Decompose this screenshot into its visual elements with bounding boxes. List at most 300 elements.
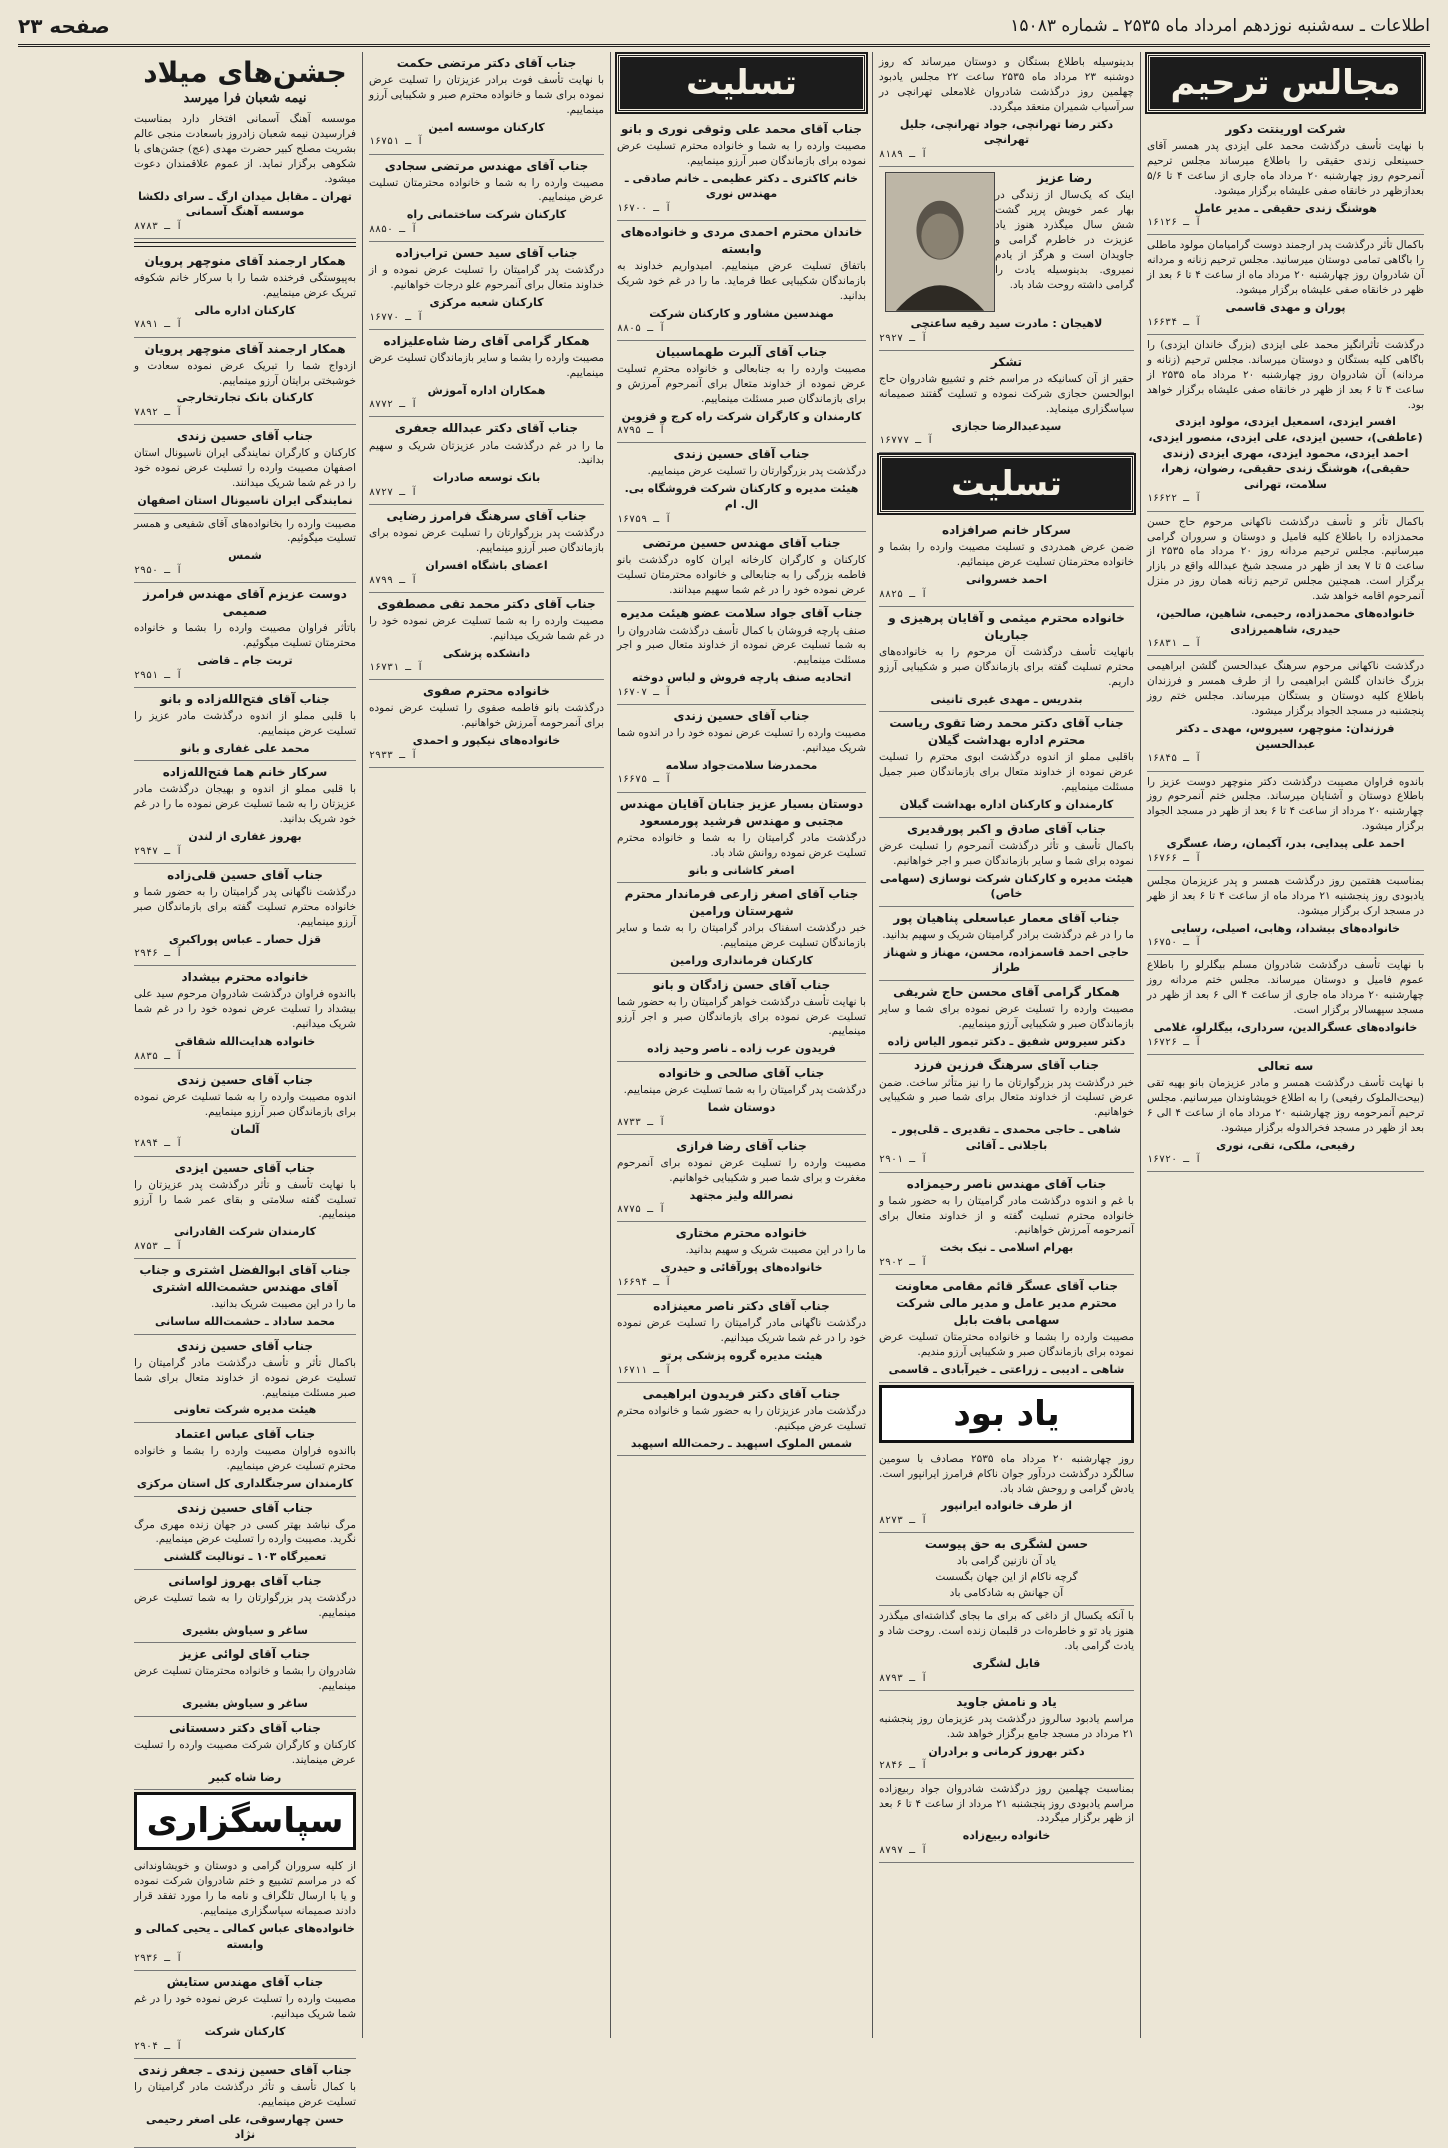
poem-line: یاد آن نازنین گرامی باد [957, 1555, 1056, 1568]
notice-heading: سه تعالی [1257, 1058, 1314, 1073]
notice-signature: حاجی احمد قاسمزاده، محسن، مهناز و شهناز طراز [884, 945, 1129, 975]
notice-body: با نهایت تأسف درگذشت همسر و مادر عزیزمان بانو بهیه تقی (بیحت‌الملوک رفیعی) را به اطلاع خویشاوندان میرسانیم. مجلس ترحیم آنمرحومه روز چهارشنبه ۲۰ مرداد ماه از ساعت ۴ الی ۶ بعد از ظهر در مسجد فخرالدوله برگزار میشود. [1147, 1076, 1424, 1134]
notice-signature: خانواده ربیع‌زاده [962, 1829, 1051, 1843]
spas-code: آ ـ ۲۹۳۶ [134, 1953, 183, 1965]
notice-heading: خاندان محترم احمدی مردی و خانواده‌های وابسته [620, 225, 863, 257]
notice-body: درگذشت ناگهانی پدر گرامیتان را به حضور شما و خانواده محترم تسلیت گفته برای بازماندگان صبر آرزو مینماییم. [134, 885, 356, 928]
notice [1147, 235, 1424, 334]
notice-body: بمناسبت هفتمین روز درگذشت همسر و پدر عزیزمان مجلس یادبودی روز پنجشنبه ۲۱ مرداد ماه از ساعت ۴ تا ۶ بعد از ظهر در مسجد ارک برگزار میشود. [1147, 874, 1424, 917]
notice-heading: حسن لشگری به حق پیوست [924, 1537, 1089, 1552]
notice-heading: شرکت اورینتت دکور [1225, 122, 1346, 136]
notice-signature: کارمندان و کارگران شرکت راه کرج و قزوین [621, 409, 862, 423]
notice-signature: بهرام اسلامی ـ نیک بخت [939, 1241, 1074, 1255]
notice-code: آ ـ ۸۷۹۵ [617, 425, 666, 437]
notice-signature: حسن چهارسوقی، علی اصغر رحیمی نژاد [145, 2112, 345, 2142]
notice-signature: هیئت مدیره گروه پزشکی پرتو [660, 1348, 823, 1362]
notice-body: بااندوه فراوان درگذشت شادروان مرحوم سید علی بیشداد را تسلیت عرض نموده خود را در غم شما شریک میدانیم. [134, 988, 356, 1031]
notice-signature: دانشکده پزشکی [442, 646, 531, 660]
notice [617, 1383, 866, 1456]
notice-heading: سرکار خانم صرافزاده [942, 523, 1071, 538]
notice-heading: جناب آقای مهندس حسین مرتضی [642, 535, 841, 550]
notice [1147, 955, 1424, 1054]
notice-body: درگذشت پدر بزرگوارتان را به شما تسلیت عرض مینماییم. [134, 1592, 356, 1619]
notice [617, 793, 866, 883]
notice-heading: خانواده محترم صفوی [423, 684, 550, 699]
notice-signature: احمد علی پیدایی، بدر، آکیمان، رضا، عسگری [1166, 837, 1405, 851]
notice-body: مراسم یادبود سالروز درگذشت پدر عزیزمان روز پنجشنبه ۲۱ مرداد در مسجد جامع برگزار خواهد شد. [879, 1713, 1134, 1740]
notice-signature: بانک توسعه صادرات [432, 471, 541, 485]
notice-body: مصیبت وارده را بشما و سایر بازماندگان تسلیت عرض مینماییم. [369, 351, 604, 379]
notice [617, 1295, 866, 1383]
misc-top-notices [369, 52, 604, 768]
notice-heading: یاد و نامش جاوید [956, 1695, 1057, 1709]
notice-body: درگذشت پدر بزرگوارتان را تسلیت عرض مینماییم. [647, 465, 866, 478]
notice-body: درگذشت مادر عزیزتان را به حضور شما و خانواده محترم تسلیت عرض میکنیم. [617, 1404, 866, 1432]
notice-code: آ ـ ۸۷۸۳ [134, 220, 183, 232]
notice-signature: کارکنان موسسه امین [428, 120, 545, 134]
notice-body: صنف پارچه فروشان با کمال تأسف درگذشت شادروان را به شما تسلیت عرض نموده از خداوند متعال صبر و اجر مسئلت مینماییم. [617, 624, 866, 667]
photo-notice-heading: رضا عزیز [1037, 171, 1092, 186]
notice [879, 907, 1134, 981]
notice [134, 688, 356, 761]
notice-signature: کارمندان سرجنگلداری کل استان مرکزی [136, 1476, 354, 1490]
notice [134, 425, 356, 513]
notice-signature: مهندسین مشاور و کارکنان شرکت [649, 307, 834, 321]
notice-heading: جناب آقای جواد سلامت عضو هیئت مدیره [620, 606, 863, 621]
notice-heading: جناب آقای حسین زندی [176, 1338, 314, 1353]
notice-signature: کارمندان و کارکنان اداره بهداشت گیلان [899, 798, 1114, 812]
notice [1147, 118, 1424, 235]
notice [879, 607, 1134, 712]
notice-signature: خانواده‌های بیشداد، وهابی، اصیلی، رسایی [1170, 921, 1401, 935]
notice [617, 602, 866, 705]
tasliat-notices-center [879, 519, 1134, 1382]
notice-code: آ ـ ۱۶۸۴۵ [1147, 753, 1202, 765]
thanks-notice [879, 351, 1134, 454]
notice-signature: هیئت مدیره و کارکنان شرکت نوسازی (سهامی خاص) [879, 871, 1134, 901]
notice-code: آ ـ ۲۸۴۶ [879, 1760, 928, 1772]
notice [879, 712, 1134, 817]
notice [879, 519, 1134, 607]
notice-body: با نهایت تأسف و تأثر درگذشت پدر عزیزتان را تسلیت گفته سلامتی و بقای عمر شما را آرزو مینماییم. [134, 1178, 356, 1221]
notice [617, 1062, 866, 1135]
notice-heading: جناب آقای دکتر مرتضی حکمت [396, 56, 577, 70]
thanks-heading: تشکر [990, 354, 1023, 369]
notice-signature: اصغر کاشانی و بانو [688, 863, 795, 877]
notice-heading: جناب آقای مهندس ناصر رحیمزاده [906, 1176, 1107, 1191]
notice-code: آ ـ ۱۶۶۲۲ [1147, 493, 1202, 505]
notice-code: آ ـ ۲۹۵۱ [134, 669, 183, 681]
spasgozari-banner: سپاسگزاری [134, 1792, 356, 1850]
notice-body: مصیبت وارده را به جنابعالی و خانواده محترم تسلیت عرض نموده از خداوند متعال برای آنمرحوم آمرزش و برای بازماندگان صبر مسئلت مینماییم. [617, 362, 866, 405]
poem-line: آن جهانش به شادکامی باد [949, 1586, 1064, 1599]
notice-code: آ ـ ۱۶۶۹۴ [617, 1276, 672, 1288]
notice-signature: همکاران اداره آموزش [427, 383, 546, 397]
birthday-notices [134, 109, 356, 239]
notice-signature: تعمیرگاه ۱۰۳ ـ تونالیت گلشنی [163, 1550, 327, 1564]
notice-code: آ ـ ۲۹۳۳ [369, 749, 418, 761]
notice [617, 974, 866, 1062]
notice-body: درگذشت ناگهانی مادر گرامیتان را تسلیت عرض نموده خود را در غم شما شریک میدانیم. [617, 1317, 866, 1345]
notice [134, 1643, 356, 1716]
notice-body: ما را در این مصیبت شریک بدانید. [211, 1298, 356, 1311]
notice-code: آ ـ ۱۶۷۱۱ [617, 1364, 672, 1376]
notice-heading: همکار ارجمند آقای منوچهر پرویان [144, 253, 346, 268]
notice [879, 1275, 1134, 1383]
notice-body: باتأثر فراوان مصیبت وارده را بشما و خانواده محترمتان تسلیت میگوئیم. [134, 622, 356, 650]
notice-body: مصیبت وارده را بخانواده‌های آقای شفیعی و همسر تسلیت میگوئیم. [134, 517, 356, 545]
notice-heading: جناب آقای فتح‌الله‌زاده و بانو [160, 691, 330, 706]
notice-signature: نمایندگی ایران ناسیونال استان اصفهان [137, 493, 353, 507]
notice-signature: تربت جام ـ قاضی [197, 654, 293, 668]
notice-signature: اتحادیه صنف پارچه فروش و لباس دوخته [631, 671, 852, 685]
notice-signature: بتدریس ـ مهدی غیری تانینی [930, 692, 1083, 706]
notice-signature: خانواده‌های پورآقائی و حیدری [660, 1261, 823, 1275]
notice [1147, 335, 1424, 512]
notice-heading: جناب آقای ابوالفضل اشتری و جناب آقای مهندس حشمت‌الله اشتری [139, 1263, 351, 1295]
notice-signature: شمس [228, 549, 262, 563]
notice-body: با نهایت تأسف درگذشت خواهر گرامیتان را به حضور شما تسلیت عرض نموده برای بازماندگان صبر و اجر آرزو مینماییم. [617, 995, 866, 1038]
notice-code: آ ـ ۲۹۴۶ [134, 948, 183, 960]
photo-notice-body: اینک که یک‌سال از زندگی در بهار عمر خویش پرپر گشت شش سال میگذرد هنوز یاد عزیزت در خاطرم گرامی و جاویدان است و هرگز از یادم نمیروی. بدینوسیله یادت را گرامی داشته روحت شاد باد. [995, 189, 1134, 291]
notice-code: آ ـ ۲۸۹۴ [134, 1138, 183, 1150]
notice-heading: همکار گرامی آقای محسن حاج شریفی [893, 985, 1120, 1000]
notice-body: ازدواج شما را تبریک عرض نموده سعادت و خوشبختی برایتان آرزو مینماییم. [134, 359, 356, 387]
notice-signature: کارکنان شرکت [204, 2025, 286, 2039]
page-number: صفحه ۲۳ [18, 14, 110, 38]
notice [617, 221, 866, 341]
notice-body: باکمال تأثر و تأسف درگذشت مادر گرامیتان را تسلیت عرض نموده از خداوند متعال برای شما صبر مسئلت مینماییم. [134, 1356, 356, 1399]
notice-signature: فریدون عرب زاده ـ ناصر وحید زاده [647, 1042, 836, 1056]
notice-body: باکمال تأثر درگذشت پدر ارجمند دوست گرامیامان مولود ماطلی را باگاهی تمامی دوستان میرسانید. مجلس ترحیم زنانه و مردانه آن شادروان روز چهارشنبه ۲۰ مرداد ماه از ساعت ۴ تا ۶ بعد از ظهر در خانقاه صفی علیشاه برگزار میشود. [1147, 239, 1425, 297]
notice [879, 1449, 1134, 1534]
notice-heading: جناب آقای اصغر زارعی فرماندار محترم شهرستان ورامین [624, 887, 859, 919]
notice-body: باقلبی مملو از اندوه درگذشت ابوی محترم را تسلیت عرض نموده از خداوند متعال برای بازماندگان صبر جمیل مسئلت مینماییم. [879, 751, 1134, 794]
notice-heading: جناب آقای دکتر محمد رضا تقوی ریاست محترم اداره بهداشت گیلان [889, 716, 1124, 748]
notice-signature: نصرالله ولیز مجتهد [689, 1188, 794, 1202]
notice-heading: جناب آقای محمد علی وثوقی نوری و بانو [620, 122, 863, 136]
notice-signature: شاهی ـ ادیبی ـ زراعتی ـ خیرآبادی ـ قاسمی [888, 1363, 1125, 1377]
birthday-title: جشن‌های میلاد [143, 56, 347, 89]
tasliat-notices [617, 118, 866, 1456]
notice [134, 1069, 356, 1157]
notice [134, 1717, 356, 1790]
notice-code: آ ـ ۸۷۷۵ [617, 1204, 666, 1216]
notice-code: آ ـ ۸۸۵۰ [369, 224, 418, 235]
notice [617, 443, 866, 531]
notice-code: آ ـ ۸۷۲۷ [369, 486, 418, 498]
photo-notice [879, 167, 1134, 351]
yadbud-banner: یاد بود [879, 1385, 1134, 1443]
notice-body: با کمال تأسف و تأثر درگذشت مادر گرامیتان را تسلیت عرض مینماییم. [134, 2081, 356, 2108]
thanks-code: آ ـ ۱۶۷۷۷ [879, 435, 934, 447]
notice [134, 761, 356, 864]
notice [879, 981, 1134, 1054]
notice-heading: همکار ارجمند آقای منوچهر پرویان [144, 341, 346, 356]
notice [617, 1222, 866, 1295]
page-header [18, 8, 1430, 47]
notice-heading: جناب آقای حسن زادگان و بانو [652, 977, 831, 992]
notice-heading: جناب آقای دکتر دسستانی [169, 1720, 321, 1735]
notice-body: مصیبت وارده را تسلیت عرض نموده خود را در غم شما شریک میدانیم. [134, 1993, 356, 2021]
notice-signature: هوشنگ زندی حقیقی ـ مدیر عامل [1194, 201, 1377, 215]
notice [134, 1423, 356, 1496]
notice-heading: جناب آقای حسین زندی [176, 1072, 314, 1087]
notice-heading: جناب آقای حسین زندی [673, 709, 810, 724]
notice-body: درگذشت بانو فاطمه صفوی را تسلیت عرض نموده برای آنمرحومه آمرزش خواهانیم. [369, 702, 604, 730]
notice-heading: جناب آقای دکتر محمد تقی مصطفوی [377, 596, 596, 611]
portrait-icon [886, 173, 994, 311]
notice-heading: جناب آقای حسین زندی ـ جعفر زندی [138, 2063, 352, 2078]
column-birthday [128, 52, 362, 2142]
notice-code: آ ـ ۱۶۷۰۰ [617, 203, 672, 215]
notice-signature: کارکنان شرکت ساختمانی راه [406, 208, 567, 222]
notice-code: آ ـ ۱۶۷۵۱ [369, 136, 424, 148]
notice-body: مصیبت وارده را به شما و خانواده محترم تسلیت عرض نموده برای بازماندگان صبر آرزو مینماییم. [617, 140, 866, 167]
column-tasliat [610, 52, 872, 2038]
notice [879, 818, 1134, 907]
notice-body: ضمن عرض همدردی و تسلیت مصیبت وارده را بشما و خانواده محترمتان تسلیت عرض مینمائیم. [879, 541, 1134, 569]
notice-heading: خانواده محترم مختاری [675, 1226, 808, 1241]
notice-signature: کارکنان شعبه مرکزی [429, 296, 544, 310]
notice-body: درگذشت تأثرانگیز محمد علی ایزدی (بزرگ خاندان ایزدی) را باگاهی کلیه بستگان و دوستان میرساند. مجلس ترحیم (زنانه و مردانه) آن شادروان روز چهارشنبه ۲۰ مرداد ماه ۲۵۳۵ از ساعت ۴ تا ۶ بعد از ظهر در خانقاه صفی علیشاه برگزار خواهد بود. [1147, 338, 1424, 411]
notice-body: مصیبت وارده را به شما و خانواده محترمتان تسلیت عرض مینماییم. [369, 176, 604, 204]
notice [617, 1135, 866, 1223]
notice-heading: جناب آقای صادق و اکبر پورقدیری [906, 821, 1107, 836]
notice-code: آ ـ ۱۶۶۳۴ [1147, 316, 1202, 328]
notice-body: کارکنان و کارگران شرکت مصیبت وارده را تسلیت عرض مینمایند. [134, 1738, 356, 1766]
notice-signature: بهروز غفاری از لندن [188, 830, 302, 844]
notice-heading: جناب آقای حسین زندی [176, 429, 314, 444]
notice-heading: جناب آقای لوائی عزیز [179, 1647, 311, 1662]
notice [134, 1335, 356, 1423]
notice-signature: قزل حصار ـ عباس پوراکبری [168, 932, 322, 946]
notice-heading: جناب آقای حسین زندی [673, 447, 810, 462]
notice-body: با نهایت تأسف درگذشت شادروان مسلم بیگلرلو را باطلاع عموم فامیل و دوستان میرساند. مجلس ختم مردانه روز چهارشنبه ۲۰ مرداد ماه جاری از ساعت ۴ الی ۶ بعد از ظهر در مسجد سپهسالار برگزار است. [1147, 959, 1425, 1017]
yadbud-notices [879, 1449, 1134, 1863]
col1-more-notices [134, 1971, 356, 2148]
notice-code: آ ـ ۱۶۷۳۱ [369, 662, 424, 674]
spas-notice [134, 1856, 356, 1971]
column-majales [1140, 52, 1430, 2038]
notice [134, 514, 356, 584]
notice-body: با نهایت تأسف درگذشت محمد علی ایزدی پدر همسر آقای حسینعلی زندی حقیقی را باطلاع میرساند مجلس ترحیم آنمرحوم روز چهارشنبه ۲۰ مرداد ماه جاری از ساعت ۴ تا ۵/۶ بعدازظهر در خانقاه صفی علیشاه برگزار میشود. [1147, 140, 1425, 197]
notice-body: درگذشت مادر گرامیتان را به شما و خانواده محترم تسلیت عرض نموده روانش شاد باد. [617, 831, 866, 859]
notice-code: آ ـ ۱۶۷۵۹ [617, 513, 672, 525]
notice-signature: خانواده‌های عسگرالدین، سرداری، بیگلرلو، غلامی [1153, 1021, 1418, 1035]
notice [617, 341, 866, 444]
notice-signature: دوستان شما [707, 1100, 776, 1114]
notice-body: درگذشت ناکهانی مرحوم سرهنگ عبدالحسن گلشن ابراهیمی بزرگ خاندان گلشن ابراهیمی را از طرف همسر و فرزندان باطلاع کلیه دوستان و بستگان میرساند. مجلس ختم روز پنجشنبه در مسجد الجواد برگزار میشود. [1147, 660, 1424, 718]
notice [134, 1259, 356, 1335]
notice-code: آ ـ ۱۶۷۰۷ [617, 686, 672, 698]
notice-heading: دوست عزیزم آقای مهندس فرامرز صمیمی [143, 587, 347, 619]
notice-heading: جناب آقای دکتر عبدالله جعفری [394, 421, 579, 436]
notice-heading: سرکار خانم هما فتح‌الله‌زاده [162, 765, 328, 780]
notice-signature: ساغر و سیاوش بشیری [182, 1697, 308, 1711]
notice [369, 593, 604, 681]
birthday-subtitle: نیمه شعبان فرا میرسد [183, 91, 307, 106]
notice [369, 155, 604, 243]
notice-signature: دکتر سیروس شفیق ـ دکتر تیمور الیاس زاده [887, 1034, 1126, 1048]
notice [617, 883, 866, 973]
notice-heading: جناب آقای معمار عباسعلی پناهیان پور [893, 910, 1120, 925]
notice-body: ما را در این مصیبت شریک و سهیم بدانید. [685, 1244, 866, 1257]
notice [1147, 656, 1424, 771]
notice [879, 1054, 1134, 1172]
intro-body: بدینوسیله باطلاع بستگان و دوستان میرساند که روز دوشنبه ۲۳ مرداد ماه ۲۵۳۵ ساعت ۲۲ مجلس یادبود چهلمین روز درگذشت شادروان غلامعلی تهرانچی در سرآسیاب شمیران منعقد میگردد. [879, 56, 1135, 113]
notice-signature: افسر ایزدی، اسمعیل ایزدی، مولود ایزدی (عاطفی)، حسین ایزدی، علی ایزدی، منصور ایزدی، احمد ایزدی، محمود ایزدی، مهری ایزدی (زندی حقیقی)، هوشنگ زندی حقیقی، رضوان، زهرا، سلامت، تهرانی [1148, 415, 1423, 491]
divider [134, 242, 356, 247]
notice-body: بااندوه فراوان مصیبت وارده را بشما و خانواده محترم تسلیت عرض مینماییم. [134, 1445, 356, 1473]
notice-code: آ ـ ۸۸۰۵ [617, 322, 666, 334]
notice-code: آ ـ ۸۷۹۳ [879, 1672, 928, 1684]
notice [134, 338, 356, 426]
notice [369, 242, 604, 330]
notice-heading: جناب آقای سرهنگ فرزین فرزد [914, 1058, 1099, 1073]
notice-body: موسسه آهنگ آسمانی افتخار دارد بمناسبت فرارسیدن نیمه شعبان زادروز باسعادت منجی عالم بشریت مصلح کبیر حضرت مهدی (عج) جشن‌های با شکوهی برگزار نماید. از عموم علاقمندان دعوت میشود. [134, 113, 356, 185]
notice-signature: هیئت مدیره شرکت تعاونی [173, 1403, 317, 1417]
notice-code: آ ـ ۷۸۹۱ [134, 319, 183, 331]
notice-body: با قلبی مملو از اندوه و بهیجان درگذشت مادر عزیزتان را به شما تسلیت عرض نموده ما را در غم خود شریک بدانید. [134, 783, 356, 826]
notice [369, 680, 604, 768]
majales-tarhim-banner: مجالس ترحیم [1147, 54, 1424, 112]
notice-code: آ ـ ۱۶۷۲۰ [1147, 1154, 1202, 1166]
notice [369, 330, 604, 418]
notice-signature: خانواده هدایت‌الله شقاقی [174, 1035, 316, 1049]
notice-body: با نهایت تأسف فوت برادر عزیزتان را تسلیت عرض نموده برای شما و خانواده محترم صبر و شکیبایی آرزو مینماییم. [369, 74, 604, 116]
notice-body: مرگ نباشد بهتر کسی در جهان زنده مهری مرگ نگرید. مصیبت وارده را تسلیت عرض مینماییم. [134, 1518, 356, 1546]
notice [134, 1497, 356, 1570]
notice-heading: دوستان بسیار عزیز جنابان آقایان مهندس مجتبی و مهندس فرشید پورمسعود [619, 796, 864, 828]
notice-code: آ ـ ۱۶۷۶۶ [1147, 852, 1202, 864]
notice-heading: جناب آقای آلبرت طهماسبیان [655, 344, 828, 359]
notice-signature: از طرف خانواده ایرانپور [941, 1499, 1072, 1513]
notice-signature: آلمان [230, 1122, 260, 1136]
notice-signature: محمد علی غفاری و بانو [180, 741, 310, 755]
portrait-photo [885, 172, 995, 312]
notice-body: درگذشت پدر بزرگوارتان را تسلیت عرض نموده برای بازماندگان صبر آرزو مینماییم. [369, 527, 604, 555]
notice [134, 583, 356, 688]
notice-code: آ ـ ۸۷۷۲ [369, 399, 418, 411]
notice-heading: همکار گرامی آقای رضا شاه‌علیزاده [383, 333, 590, 348]
notice-heading: جناب آقای بهروز لواسانی [168, 1573, 322, 1588]
notice-code: آ ـ ۱۶۱۲۶ [1147, 217, 1202, 229]
notice-code: آ ـ ۲۹۴۷ [134, 845, 183, 857]
notice-code: آ ـ ۲۹۰۴ [134, 2040, 183, 2052]
intro-signature: دکتر رضا تهرانچی، جواد تهرانچی، جلیل تهرانچی [899, 117, 1114, 147]
notice-signature: کارکنان بانک تجارتخارجی [176, 391, 314, 405]
notice-body: بمناسبت چهلمین روز درگذشت شادروان جواد ربیع‌زاده مراسم یادبودی روز پنجشنبه ۲۱ مرداد از ساعت ۴ تا ۶ بعد از ظهر برگزار میگردد. [879, 1782, 1134, 1825]
notice-body: باکمال تأسف و تأثر درگذشت آنمرحوم را تسلیت عرض نموده برای شما و سایر بازماندگان صبر و اجر خواهانیم. [879, 839, 1134, 867]
notice-signature: تهران ـ مقابل میدان ارگ ـ سرای دلکشا موسسه آهنگ آسمانی [138, 189, 352, 219]
more-notices [134, 250, 356, 1790]
notice-body: ما را در غم درگذشت مادر عزیزتان شریک و سهیم بدانید. [369, 439, 604, 467]
notice-signature: هیئت مدیره و کارکنان شرکت فروشگاه بی. ال. ام [624, 482, 859, 511]
notice-signature: دکتر بهروز کرمانی و برادران [928, 1744, 1085, 1758]
notice-code: آ ـ ۸۷۹۷ [879, 1844, 928, 1856]
notice-heading: جناب آقای صالحی و خانواده [658, 1065, 825, 1080]
notice [369, 417, 604, 505]
thanks-signature: سیدعبدالرضا حجازی [951, 419, 1062, 433]
notice [369, 52, 604, 155]
notice-body: خبر درگذشت پدر بزرگوارتان ما را نیز متأثر ساخت. ضمن عرض تسلیت از خداوند متعال برای شما صبر و شکیبایی خواهانیم. [879, 1076, 1134, 1119]
notice-body: درگذشت پدر گرامیتان را تسلیت عرض نموده و از خداوند متعال برای آنمرحوم علو درجات خواهانیم. [369, 264, 604, 292]
notice-signature: محمد ساداد ـ حشمت‌الله ساسانی [155, 1315, 335, 1329]
notice [879, 1606, 1134, 1691]
notice [879, 1779, 1134, 1864]
spas-body: از کلیه سروران گرامی و دوستان و خویشاوندانی که در مراسم تشییع و ختم شادروان شرکت نموده و یا با ارسال تلگراف و نامه ما را مورد تفقد قرار دادند صمیمانه سپاسگزاری مینماییم. [134, 1860, 356, 1918]
notice-body: خبر درگذشت اسفناک برادر گرامیتان را به شما و سایر بازماندگان تسلیت عرض مینماییم. [617, 922, 866, 950]
notice-body: با قلبی مملو از اندوه درگذشت مادر عزیز را تسلیت عرض مینماییم. [134, 709, 356, 737]
notice-body: باندوه فراوان مصیبت درگذشت دکتر منوچهر دوست عزیز را باطلاع دوستان و آشنایان میرساند. مجلس ختم آنمرحوم روز چهارشنبه ۲۰ مرداد از ساعت ۴ تا ۶ بعد از ظهر در مسجد الجواد برگزار میشود. [1147, 775, 1425, 833]
notice-heading: جناب آقای عسگر قائم مقامی معاونت محترم مدیر عامل و مدیر مالی شرکت سهامی بافت بابل [894, 1279, 1119, 1328]
notice [879, 1691, 1134, 1779]
notice-code: آ ـ ۱۶۷۵۰ [1147, 937, 1202, 949]
notice-body: مصیبت وارده را تسلیت عرض نموده خود را در اندوه شما شریک میدانیم. [617, 727, 866, 754]
photo-notice-signature: لاهیجان : مادرت سید رقیه ساعتچی [910, 317, 1103, 331]
notice [369, 505, 604, 593]
notice-heading: جناب آقای عباس اعتماد [174, 1427, 316, 1442]
notice-body: درگذشت پدر گرامیتان را به شما تسلیت عرض مینماییم. [623, 1084, 866, 1097]
notice-heading: جناب آقای حسین ایزدی [175, 1160, 315, 1175]
notice [134, 1570, 356, 1643]
notice-signature: رفیعی، ملکی، تقی، نوری [1216, 1138, 1355, 1152]
notice-code: آ ـ ۸۷۵۳ [134, 1240, 183, 1252]
notice-heading: خانواده محترم میثمی و آقایان پرهیزی و جباریان [888, 611, 1125, 643]
notice-body: با آنکه یکسال از داغی که برای ما بجای گذاشته‌ای میگذرد هنوز یاد تو و خاطره‌ات در قلبمان زنده است. روحت شاد و یادت گرامی باد. [879, 1610, 1134, 1653]
notice-code: آ ـ ۲۹۰۲ [879, 1256, 928, 1268]
notice-body: با غم و اندوه درگذشت مادر گرامیتان را به حضور شما و خانواده محترم تسلیت گفته و از خداوند متعال برای آنمرحومه آمرزش خواهانیم. [879, 1194, 1134, 1237]
column-center [872, 52, 1140, 2038]
notice-code: آ ـ ۸۷۹۹ [369, 574, 418, 586]
photo-notice-code: آ ـ ۲۹۲۷ [879, 332, 928, 344]
notice-heading: جناب آقای سید حسن تراب‌زاده [395, 246, 578, 261]
notice [134, 250, 356, 338]
notice [617, 705, 866, 793]
notice-body: روز چهارشنبه ۲۰ مرداد ماه ۲۵۳۵ مصادف با سومین سالگرد درگذشت دردآور جوان ناکام فرامرز ایرانپور است. یادش گرامی و روحش شاد باد. [879, 1452, 1134, 1495]
notice-body: شادروان را بشما و خانواده محترمتان تسلیت عرض مینماییم. [134, 1665, 356, 1693]
notice [1147, 1055, 1424, 1172]
notice [134, 1157, 356, 1260]
poem [879, 1554, 1134, 1601]
notice-code: آ ـ ۸۸۳۵ [134, 1050, 183, 1062]
notice-signature: خانواده‌های نیکپور و احمدی [412, 734, 561, 748]
notice-heading: جناب آقای دکتر فریدون ابراهیمی [642, 1386, 841, 1401]
notice-signature: اعضای باشگاه افسران [425, 558, 548, 572]
notice-body: بانهایت تأسف درگذشت آن مرحوم را به خانواده‌های محترم تسلیت گفته برای بازماندگان صبر و شکیبایی آرزو داریم. [879, 646, 1134, 688]
notice [1147, 772, 1424, 871]
notice-code: آ ـ ۱۶۷۷۰ [369, 311, 424, 323]
notice-signature: احمد خسروانی [965, 573, 1048, 587]
poem-line: گرچه ناکام از این جهان بگسست [935, 1570, 1078, 1583]
tasliat-banner-center: تسلیت [879, 455, 1134, 513]
columns [18, 52, 1430, 2142]
notice-signature: فرزندان: منوچهر، سیروس، مهدی ـ دکتر عبدالحسین [1176, 722, 1395, 751]
column-misc [362, 52, 610, 2038]
notice-code: آ ـ ۸۸۲۵ [879, 588, 928, 600]
notice-signature: کارمندان شرکت القادرانی [174, 1225, 316, 1239]
notice-body: مصیبت وارده را تسلیت عرض نموده برای آنمرحوم مغفرت و برای شما صبر و شکیبایی خواهانیم. [617, 1156, 866, 1184]
notice [134, 864, 356, 967]
notice-signature: ساغر و سیاوش بشیری [182, 1623, 308, 1637]
notice-heading: جناب آقای حسین قلی‌زاده [167, 867, 323, 882]
notice-signature: کارکنان اداره مالی [194, 303, 296, 317]
notice-body: کارکنان و کارگران کارخانه ایران کاوه درگذشت بانو فاطمه بزرگی را به جنابعالی و خانواده محترمتان تسلیت عرض نموده خود را در غم شما سهیم میدانند. [617, 553, 866, 596]
notice-body: باتفاق تسلیت عرض مینماییم. امیدواریم خداوند به بازماندگان شکیبایی عطا فرماید. ما را در غم خود شریک بدانید. [617, 260, 866, 303]
notice-code: آ ـ ۷۸۹۲ [134, 407, 183, 419]
majales-notices [1147, 118, 1424, 1172]
